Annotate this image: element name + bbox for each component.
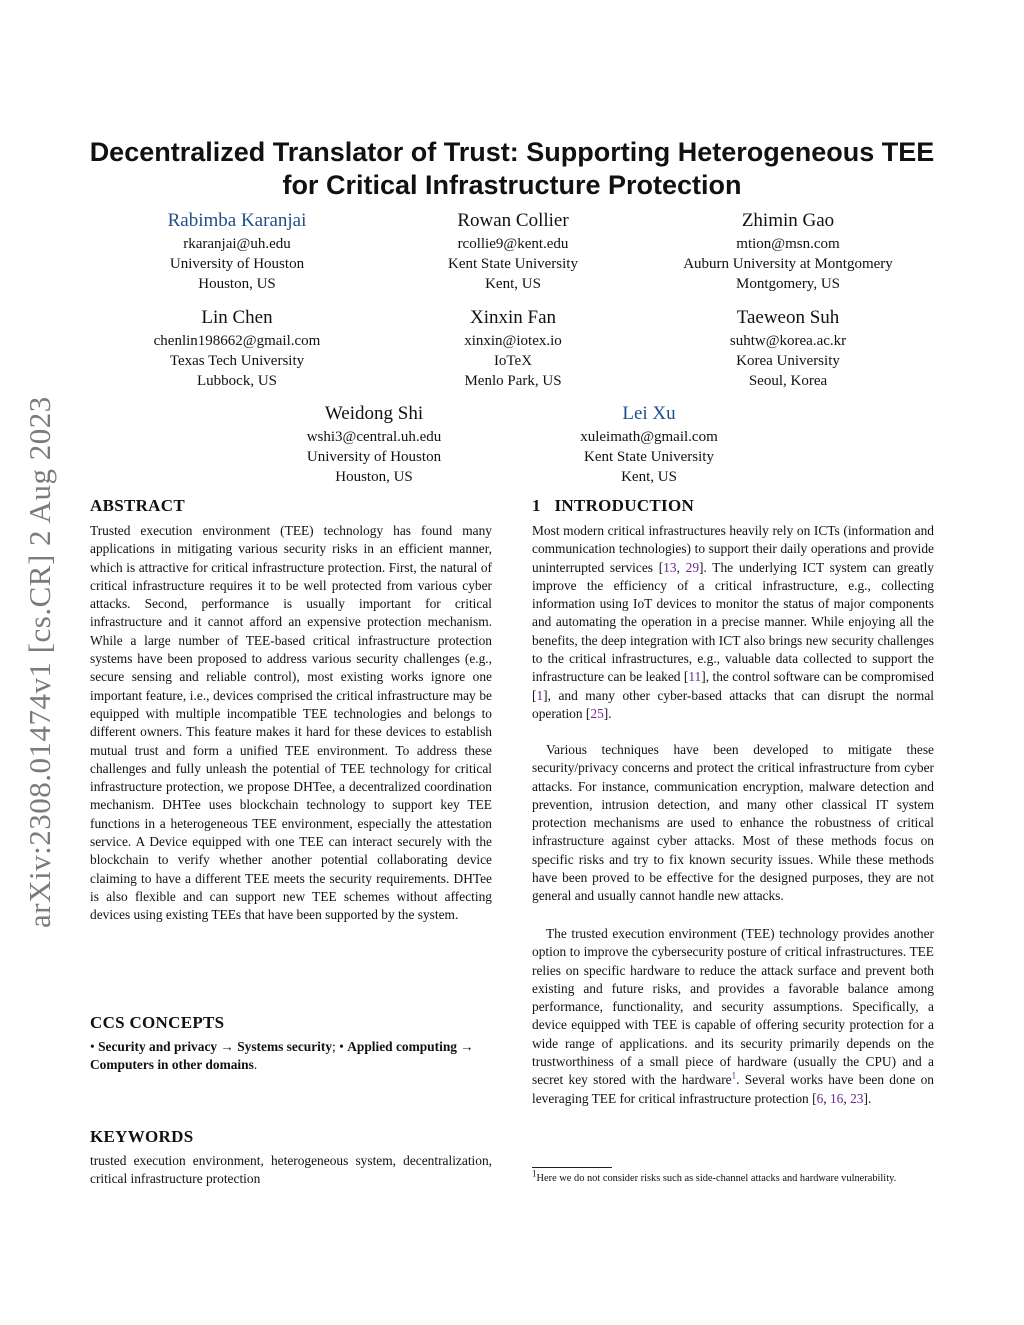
author-location: Montgomery, US: [735, 276, 841, 292]
citation-link[interactable]: 11: [688, 669, 702, 685]
citation-link[interactable]: 13: [663, 559, 677, 575]
keywords-heading: KEYWORDS: [90, 1127, 194, 1146]
author-name: Xinxin Fan: [469, 307, 557, 328]
author-name: Taeweon Suh: [736, 307, 840, 328]
ccs-heading: CCS CONCEPTS: [90, 1013, 225, 1032]
author-name: Zhimin Gao: [741, 210, 835, 231]
author-affiliation: University of Houston: [306, 449, 442, 465]
author-email: suhtw@korea.ac.kr: [729, 333, 847, 349]
author-block: [658, 208, 918, 294]
author-location: Houston, US: [335, 469, 413, 485]
arxiv-identifier: arXiv:2308.01474v1 [cs.CR] 2 Aug 2023: [22, 396, 57, 928]
abstract-heading: ABSTRACT: [90, 496, 185, 515]
author-name: Rowan Collier: [457, 210, 569, 231]
author-block: [658, 305, 918, 391]
introduction-heading: 1 INTRODUCTION: [532, 496, 695, 515]
author-email: rcollie9@kent.edu: [457, 236, 569, 252]
citation-link[interactable]: 1: [536, 687, 544, 703]
author-block: [107, 305, 367, 391]
author-affiliation: Korea University: [736, 353, 840, 369]
author-affiliation: Texas Tech University: [169, 353, 305, 369]
intro-paragraph-1: Most modern critical infrastructures heavily rely on ICTs (information and communication technologies) to support their daily operations and provide uninterrupted services [13, 29]. The underlying ICT system can greatly improve the efficiency of a critical infrastructure, e.g., collecting information using IoT devices to monitor the status of major components and automating the operation in a precise manner. While enjoying all the benefits, the deep integration with ICT also brings new security challenges to the critical infrastructures, e.g., valuable data collected to support the infrastructure can be leaked [11], the control software can be compromised [1], and many other cyber-based attacks that can disrupt the normal operation [25].: [532, 523, 934, 721]
author-affiliation: University of Houston: [169, 256, 305, 272]
author-location: Lubbock, US: [197, 373, 277, 389]
citation-link[interactable]: 6: [816, 1090, 824, 1106]
author-affiliation: Auburn University at Montgomery: [683, 256, 893, 272]
author-email: mtion@msn.com: [736, 236, 840, 252]
author-name[interactable]: Rabimba Karanjai: [167, 210, 307, 231]
author-block: [244, 401, 504, 487]
footnote-divider: [532, 1167, 612, 1168]
author-email: xinxin@iotex.io: [464, 333, 562, 349]
keywords-text: trusted execution environment, heterogeneous system, decentralization, critical infrastructure protection: [90, 1153, 492, 1187]
author-block: [383, 208, 643, 294]
author-location: Kent, US: [485, 276, 541, 292]
citation-link[interactable]: 29: [685, 559, 700, 575]
author-location: Seoul, Korea: [748, 373, 828, 389]
author-affiliation: Kent State University: [448, 256, 578, 272]
author-email: xuleimath@gmail.com: [580, 429, 718, 445]
author-affiliation: IoTeX: [493, 353, 533, 369]
ccs-concepts: • Security and privacy → Systems security; • Applied computing → Computers in other domains.: [90, 1039, 474, 1073]
citation-link[interactable]: 16: [829, 1090, 844, 1106]
paper-title: Decentralized Translator of Trust: Supporting Heterogeneous TEE for Critical Infrastructure Protection: [89, 137, 935, 200]
citation-link[interactable]: 25: [590, 705, 604, 721]
citation-link[interactable]: 23: [850, 1090, 864, 1106]
author-name[interactable]: Lei Xu: [622, 403, 676, 424]
author-name: Lin Chen: [201, 307, 273, 328]
author-location: Houston, US: [198, 276, 276, 292]
intro-paragraph-3: The trusted execution environment (TEE) technology provides another option to improve the cybersecurity posture of critical infrastructures. TEE relies on specific hardware to reduce the attack surface and prevent both existing and future risks, and provides a favorable balance among performance, functionality, and security assumptions. Specifically, a device equipped with TEE is capable of offering security protection for a wide range of applications. and its security primarily depends on the trustworthiness of a small piece of hardware (usually the CPU) and a secret key stored with the hardware$^1$. Several works have been done on leveraging TEE for critical infrastructure protection [6, 16, 23].: [532, 926, 934, 1106]
author-email: rkaranjai@uh.edu: [183, 236, 291, 252]
author-name: Weidong Shi: [324, 403, 424, 424]
author-block: [519, 401, 779, 487]
author-affiliation: Kent State University: [584, 449, 714, 465]
author-email: chenlin198662@gmail.com: [153, 333, 321, 349]
footnote: $^1$Here we do not consider risks such as side-channel attacks and hardware vulnerability.: [532, 1168, 897, 1184]
author-block: [383, 305, 643, 391]
author-location: Kent, US: [621, 469, 677, 485]
footnote-mark[interactable]: 1: [731, 1070, 737, 1081]
abstract-text: Trusted execution environment (TEE) technology has found many applications in mitigating various security risks in an efficient manner, which is attractive for critical infrastructure protection. First, the natural of critical infrastructure requires it to be well protected from various cyber attacks. Second, performance is usually important for critical infrastructure and it cannot afford an expensive protection mechanism. While a large number of TEE-based critical infrastructure protection systems have been proposed to address various security challenges (e.g., secure sensing and reliable control), most existing works ignore one important feature, i.e., devices comprised the critical infrastructure may be equipped with multiple incompatible TEE technologies and belongs to different owners. This feature makes it hard for these devices to establish mutual trust and form a unified TEE environment. To address these challenges and fully unleash the potential of TEE technology for critical infrastructure protection, we propose DHTee, a decentralized coordination mechanism. DHTee uses blockchain technology to support key TEE functions in a heterogeneous TEE environment, especially the attestation service. A Device equipped with one TEE can interact securely with the blockchain to verify whether another potential collaborating device claiming to have a different TEE meets the security requirements. DHTee is also flexible and can support new TEE schemes without affecting devices using existing TEEs that have been supported by the system.: [90, 523, 492, 923]
author-email: wshi3@central.uh.edu: [306, 429, 442, 445]
author-block: [107, 208, 367, 294]
author-location: Menlo Park, US: [464, 373, 562, 389]
intro-paragraph-2: Various techniques have been developed to mitigate these security/privacy concerns and protect the critical infrastructure from cyber attacks. For instance, communication encryption, malware detection and prevention, intrusion detection, and many other classical IT system protection mechanisms are used to enhance the robustness of critical infrastructure against cyber attacks. Most of these methods focus on specific risks and try to fix known security issues. While these methods have been proved to be effective for the designed purposes, they are not general and usually cannot handle new attacks.: [532, 742, 934, 904]
